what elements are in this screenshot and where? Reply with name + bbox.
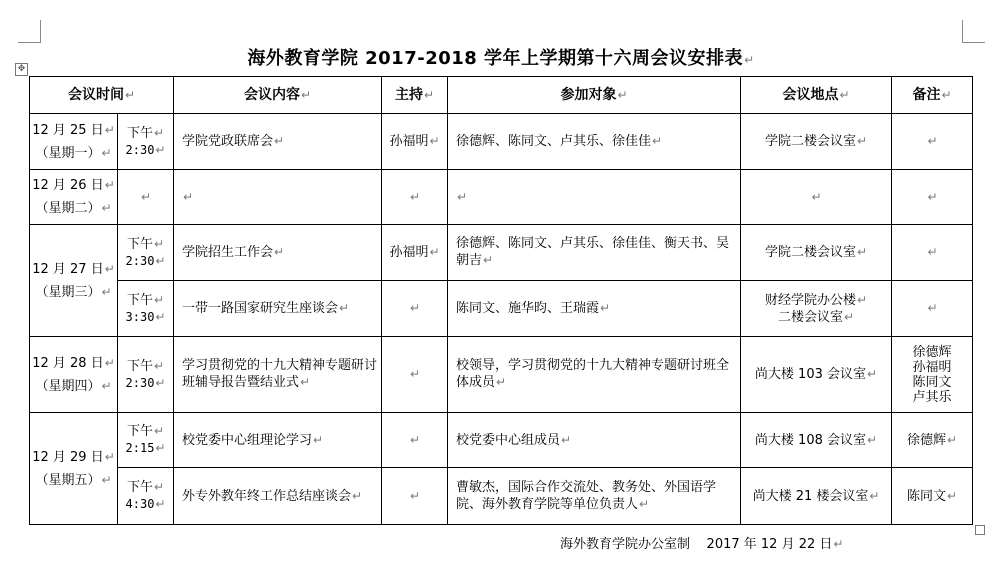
content-cell: 外专外教年终工作总结座谈会↵ — [174, 468, 382, 525]
content-cell: 校党委中心组理论学习↵ — [174, 413, 382, 468]
attendees-cell: 曹敏杰，国际合作交流处、教务处、外国语学院、海外教育学院等单位负责人↵ — [448, 468, 741, 525]
place-cell: ↵ — [741, 170, 892, 225]
date-cell: 12 月 27 日↵ （星期三）↵ — [30, 225, 118, 337]
attendees-cell: 徐德辉、陈同文、卢其乐、徐佳佳↵ — [448, 114, 741, 170]
table-row — [30, 413, 973, 468]
margin-corner-mark — [18, 20, 41, 43]
content-cell: 一带一路国家研究生座谈会↵ — [174, 281, 382, 337]
place-cell: 财经学院办公楼↵ 二楼会议室↵ — [741, 281, 892, 337]
attendees-cell: 徐德辉、陈同文、卢其乐、徐佳佳、衡天书、吴朝吉↵ — [448, 225, 741, 281]
time-cell: 下午↵ 2:30↵ — [118, 337, 174, 413]
time-cell: 下午↵ 2:15↵ — [118, 413, 174, 468]
notes-cell: 陈同文↵ — [892, 468, 973, 525]
table-resize-handle[interactable] — [975, 525, 985, 535]
place-cell: 学院二楼会议室↵ — [741, 114, 892, 170]
margin-corner-mark — [962, 20, 985, 43]
document-title: 海外教育学院 2017-2018 学年上学期第十六周会议安排表↵ — [247, 48, 755, 69]
table-row — [30, 337, 973, 413]
place-cell: 尚大楼 21 楼会议室↵ — [741, 468, 892, 525]
attendees-cell: 校党委中心组成员↵ — [448, 413, 741, 468]
notes-cell: 徐德辉↵ — [892, 413, 973, 468]
time-cell: ↵ — [118, 170, 174, 225]
notes-cell: ↵ — [892, 281, 973, 337]
host-cell: ↵ — [382, 281, 448, 337]
time-cell: 下午↵ 2:30↵ — [118, 225, 174, 281]
header-place: 会议地点↵ — [741, 77, 892, 114]
date-cell: 12 月 28 日↵ （星期四）↵ — [30, 337, 118, 413]
time-cell: 下午↵ 2:30↵ — [118, 114, 174, 170]
table-row — [30, 114, 973, 170]
host-cell: 孙福明↵ — [382, 114, 448, 170]
host-cell: ↵ — [382, 468, 448, 525]
header-attendees: 参加对象↵ — [448, 77, 741, 114]
notes-cell: ↵ — [892, 170, 973, 225]
host-cell: ↵ — [382, 170, 448, 225]
header-host: 主持↵ — [382, 77, 448, 114]
notes-cell: ↵ — [892, 225, 973, 281]
header-content: 会议内容↵ — [174, 77, 382, 114]
time-cell: 下午↵ 4:30↵ — [118, 468, 174, 525]
attendees-cell: 校领导，学习贯彻党的十九大精神专题研讨班全体成员↵ — [448, 337, 741, 413]
notes-cell: 徐德辉 孙福明 陈同文 卢其乐 — [892, 337, 973, 413]
attendees-cell: 陈同文、施华昀、王瑞霞↵ — [448, 281, 741, 337]
attendees-cell: ↵ — [448, 170, 741, 225]
table-row — [30, 281, 973, 337]
place-cell: 尚大楼 103 会议室↵ — [741, 337, 892, 413]
content-cell: 学院招生工作会↵ — [174, 225, 382, 281]
notes-cell: ↵ — [892, 114, 973, 170]
host-cell: ↵ — [382, 337, 448, 413]
date-cell: 12 月 26 日↵ （星期二）↵ — [30, 170, 118, 225]
table-row — [30, 468, 973, 525]
content-cell: 学习贯彻党的十九大精神专题研讨班辅导报告暨结业式↵ — [174, 337, 382, 413]
host-cell: 孙福明↵ — [382, 225, 448, 281]
host-cell: ↵ — [382, 413, 448, 468]
date-cell: 12 月 25 日↵ （星期一）↵ — [30, 114, 118, 170]
content-cell: 学院党政联席会↵ — [174, 114, 382, 170]
date-cell: 12 月 29 日↵ （星期五）↵ — [30, 413, 118, 525]
table-row — [30, 170, 973, 225]
place-cell: 学院二楼会议室↵ — [741, 225, 892, 281]
table-header-row — [30, 77, 973, 114]
time-cell: 下午↵ 3:30↵ — [118, 281, 174, 337]
table-row — [30, 225, 973, 281]
table-move-handle-icon[interactable]: ✥ — [15, 63, 28, 76]
document-footer: 海外教育学院办公室制 2017 年 12 月 22 日↵ — [560, 537, 844, 552]
header-notes: 备注↵ — [892, 77, 973, 114]
content-cell: ↵ — [174, 170, 382, 225]
meeting-schedule-table — [29, 76, 973, 525]
place-cell: 尚大楼 108 会议室↵ — [741, 413, 892, 468]
header-time: 会议时间↵ — [30, 77, 174, 114]
